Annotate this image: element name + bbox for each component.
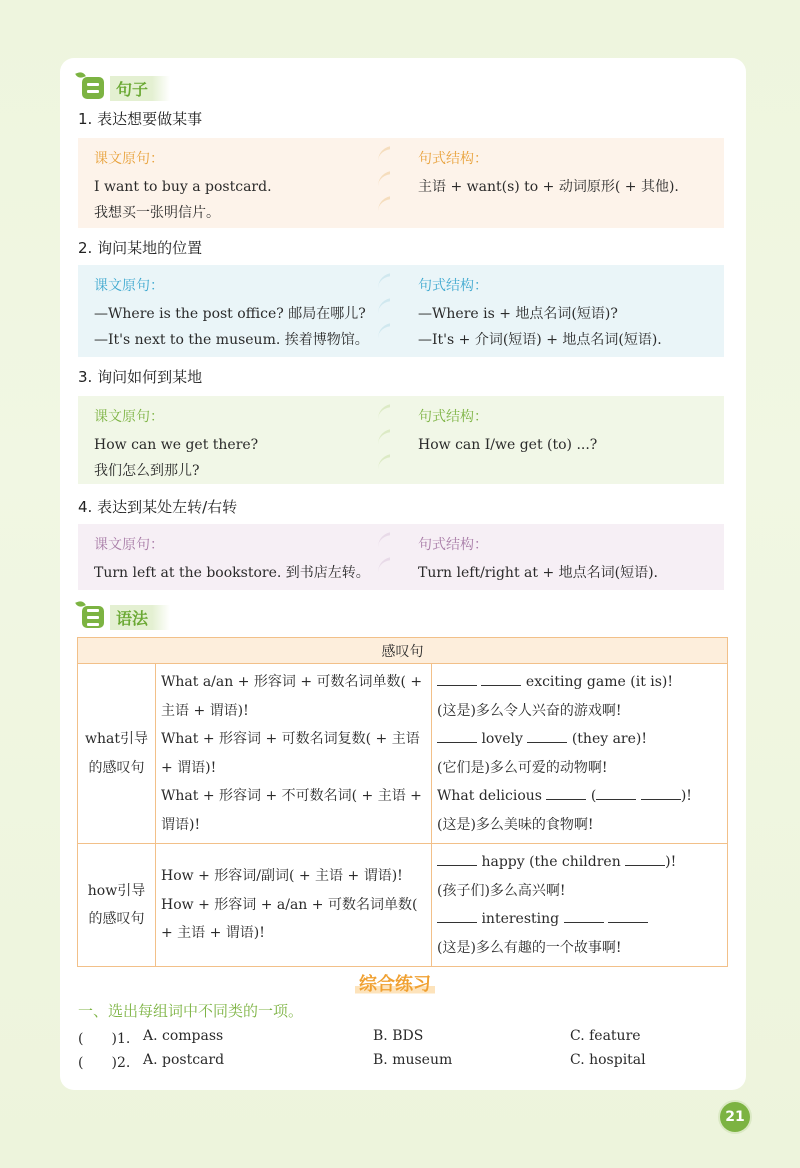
original-sentence-panel (78, 524, 390, 590)
structure-panel (390, 524, 724, 590)
item-title: 2. 询问某地的位置 (78, 239, 203, 257)
example-en: interesting (437, 905, 722, 934)
option-a: A. postcard (143, 1052, 225, 1068)
exercise-question: 一、选出每组词中不同类的一项。 (78, 1002, 304, 1020)
sentence-box (78, 138, 724, 228)
structure-line: —Where is + 地点名词(短语)? (418, 306, 618, 322)
rule-line: What + 形容词 + 可数名词复数( + 主语 + 谓语)! (161, 731, 420, 776)
category-cell: how引导的感叹句 (78, 844, 156, 967)
rule-line: What + 形容词 + 不可数名词( + 主语 + 谓语)! (161, 788, 422, 833)
answer-blank[interactable] (437, 729, 477, 743)
panel-heading: 句式结构： (418, 537, 488, 553)
panel-heading: 课文原句： (94, 151, 164, 167)
original-sentence-panel (78, 265, 390, 357)
answer-blank[interactable] (437, 909, 477, 923)
sentence-line: Turn left at the bookstore. 到书店左转。 (94, 565, 370, 581)
option-b: B. BDS (373, 1028, 424, 1044)
structure-line: 主语 + want(s) to + 动词原形( + 其他). (418, 179, 679, 195)
exercise-item (78, 1052, 646, 1072)
rule-line: What a/an + 形容词 + 可数名词单数( + 主语 + 谓语)! (161, 674, 423, 719)
table-row (78, 844, 728, 967)
structure-panel (390, 138, 724, 228)
structure-panel (390, 396, 724, 484)
original-sentence-panel (78, 138, 390, 228)
example-zh: (这是)多么有趣的一个故事啊! (437, 939, 622, 956)
sentence-line: —Where is the post office? 邮局在哪儿? (94, 306, 366, 322)
table-header: 感叹句 (78, 638, 728, 664)
section-tag-sentences (82, 75, 170, 101)
exercise-title: 综合练习 (355, 970, 435, 996)
answer-blank[interactable] (564, 909, 604, 923)
answer-blank[interactable] (625, 852, 665, 866)
example-en: lovely (they are)! (437, 725, 722, 754)
page-number-badge: 21 (720, 1102, 750, 1132)
panel-heading: 句式结构： (418, 409, 488, 425)
original-sentence-panel (78, 396, 390, 484)
rules-cell (156, 664, 432, 844)
answer-blank[interactable] (527, 729, 567, 743)
rules-cell (156, 844, 432, 967)
rule-line: How + 形容词 + a/an + 可数名词单数( + 主语 + 谓语)! (161, 896, 418, 942)
structure-line: —It's + 介词(短语) + 地点名词(短语). (418, 332, 662, 348)
answer-paren-field[interactable]: ( )1. (78, 1031, 131, 1047)
example-zh: (它们是)多么可爱的动物啊! (437, 759, 608, 776)
example-zh: (这是)多么令人兴奋的游戏啊! (437, 702, 622, 719)
item-title: 1. 表达想要做某事 (78, 110, 203, 128)
sentence-line: 我想买一张明信片。 (94, 205, 220, 221)
answer-blank[interactable] (481, 672, 521, 686)
sentence-line: How can we get there? (94, 437, 259, 453)
section-label: 句子 (110, 76, 170, 101)
section-label: 语法 (110, 605, 170, 630)
sentence-line: I want to buy a postcard. (94, 179, 272, 195)
category-cell: what引导的感叹句 (78, 664, 156, 844)
structure-line: How can I/we get (to) ...? (418, 437, 598, 453)
panel-heading: 课文原句： (94, 537, 164, 553)
example-en: What delicious ( )! (437, 788, 692, 804)
answer-blank[interactable] (641, 786, 681, 800)
answer-blank[interactable] (546, 786, 586, 800)
structure-line: Turn left/right at + 地点名词(短语). (418, 565, 659, 581)
answer-paren-field[interactable]: ( )2. (78, 1055, 131, 1071)
answer-blank[interactable] (437, 672, 477, 686)
panel-heading: 课文原句： (94, 409, 164, 425)
option-a: A. compass (143, 1028, 224, 1044)
example-en: happy (the children )! (437, 848, 722, 877)
table-row (78, 664, 728, 844)
examples-cell (432, 664, 728, 844)
example-en: exciting game (it is)! (437, 668, 722, 697)
example-zh: (这是)多么美味的食物啊! (437, 816, 594, 833)
item-title: 3. 询问如何到某地 (78, 368, 203, 386)
panel-heading: 句式结构： (418, 151, 488, 167)
option-c: C. feature (570, 1028, 641, 1044)
sentence-line: —It's next to the museum. 挨着博物馆。 (94, 332, 369, 348)
answer-blank[interactable] (596, 786, 636, 800)
leaf-badge-icon (82, 606, 104, 628)
sentence-box (78, 524, 724, 590)
leaf-badge-icon (82, 77, 104, 99)
rule-line: How + 形容词/副词( + 主语 + 谓语)! (161, 868, 403, 885)
structure-panel (390, 265, 724, 357)
option-b: B. museum (373, 1052, 453, 1068)
section-tag-grammar (82, 604, 170, 630)
item-title: 4. 表达到某处左转/右转 (78, 498, 238, 516)
example-zh: (孩子们)多么高兴啊! (437, 882, 566, 899)
panel-heading: 句式结构： (418, 278, 488, 294)
sentence-box (78, 265, 724, 357)
option-c: C. hospital (570, 1052, 646, 1068)
sentence-line: 我们怎么到那儿? (94, 463, 200, 479)
exercise-item (78, 1028, 641, 1048)
sentence-box (78, 396, 724, 484)
answer-blank[interactable] (437, 852, 477, 866)
answer-blank[interactable] (608, 909, 648, 923)
panel-heading: 课文原句： (94, 278, 164, 294)
grammar-table (77, 637, 728, 967)
examples-cell (432, 844, 728, 967)
